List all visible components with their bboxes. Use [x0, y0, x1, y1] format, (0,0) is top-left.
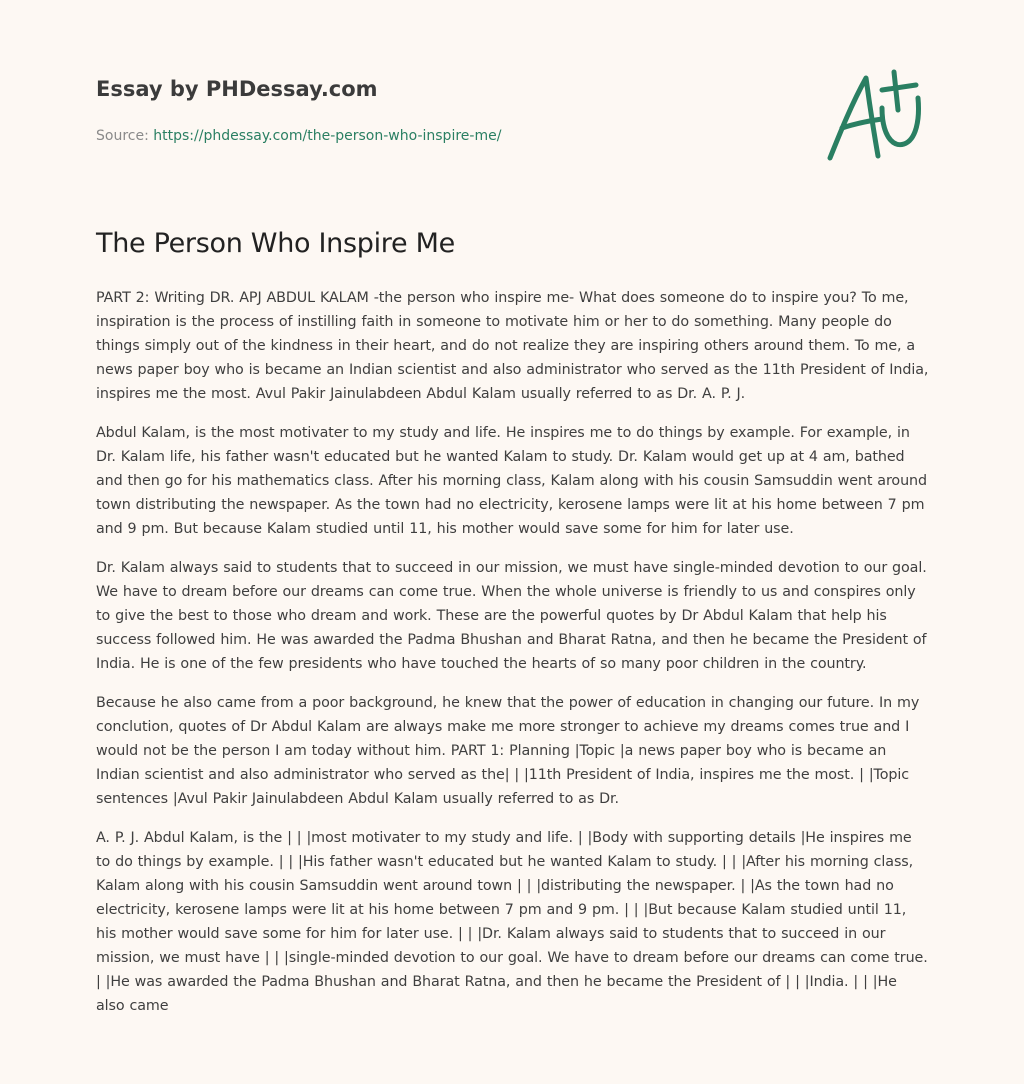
paragraph: Abdul Kalam, is the most motivater to my study and life. He inspires me to do things by example. For example, in Dr. Kalam life, his father wasn't educated but he wanted Kalam to study. Dr. Kalam would get up at 4 am, bathed and then go for his mathematics class. After his morning class, Kalam along with his cousin Samsuddin went around town distributing the newspaper. As the town had no electricity, kerosene lamps were lit at his home between 7 pm and 9 pm. But because Kalam studied until 11, his mother would save some for him for later use. — [96, 425, 927, 537]
a-plus-grade-icon — [820, 68, 928, 164]
paragraph: A. P. J. Abdul Kalam, is the | | |most motivater to my study and life. | |Body with supporting details |He inspires me to do things by example. | | |His father wasn't educated but he wanted Kalam to study. | | |After his morning class, Kalam along with his cousin Samsuddin went around town | | |distributing the newspaper. | |As the town had no electricity, kerosene lamps were lit at his home between 7 pm and 9 pm. | | |But because Kalam studied until 11, his mother would save some for him for later use. | | |Dr. Kalam always said to students that to succeed in our mission, we must have | | |single-minded devotion to our goal. We have to dream before our dreams can come true. | |He was awarded the Padma Bhushan and Bharat Ratna, and then he became the President of | | |India. | | |He also came — [96, 830, 928, 1014]
source-label: Source: — [96, 128, 154, 144]
brand-title: Essay by PHDessay.com — [96, 77, 378, 101]
article-body — [96, 286, 930, 1033]
page-title: The Person Who Inspire Me — [96, 228, 455, 259]
source-link[interactable]: https://phdessay.com/the-person-who-inspire-me/ — [153, 128, 502, 144]
source-line — [96, 126, 736, 146]
paragraph: Dr. Kalam always said to students that to succeed in our mission, we must have single-minded devotion to our goal. We have to dream before our dreams can come true. When the whole universe is friendly to us and conspires only to give the best to those who dream and work. These are the powerful quotes by Dr Abdul Kalam that help his success followed him. He was awarded the Padma Bhushan and Bharat Ratna, and then he became the President of India. He is one of the few presidents who have touched the hearts of so many poor children in the country. — [96, 560, 927, 672]
header — [96, 74, 736, 146]
paragraph: Because he also came from a poor background, he knew that the power of education in changing our future. In my conclution, quotes of Dr Abdul Kalam are always make me more stronger to achieve my dreams comes true and I would not be the person I am today without him. PART 1: Planning |Topic |a news paper boy who is became an Indian scientist and also administrator who served as the| | |11th President of India, inspires me the most. | |Topic sentences |Avul Pakir Jainulabdeen Abdul Kalam usually referred to as Dr. — [96, 695, 920, 807]
paragraph: PART 2: Writing DR. APJ ABDUL KALAM -the person who inspire me- What does someone do to inspire you? To me, inspiration is the process of instilling faith in someone to motivate him or her to do something. Many people do things simply out of the kindness in their heart, and do not realize they are inspiring others around them. To me, a news paper boy who is became an Indian scientist and also administrator who served as the 11th President of India, inspires me the most. Avul Pakir Jainulabdeen Abdul Kalam usually referred to as Dr. A. P. J. — [96, 290, 929, 402]
